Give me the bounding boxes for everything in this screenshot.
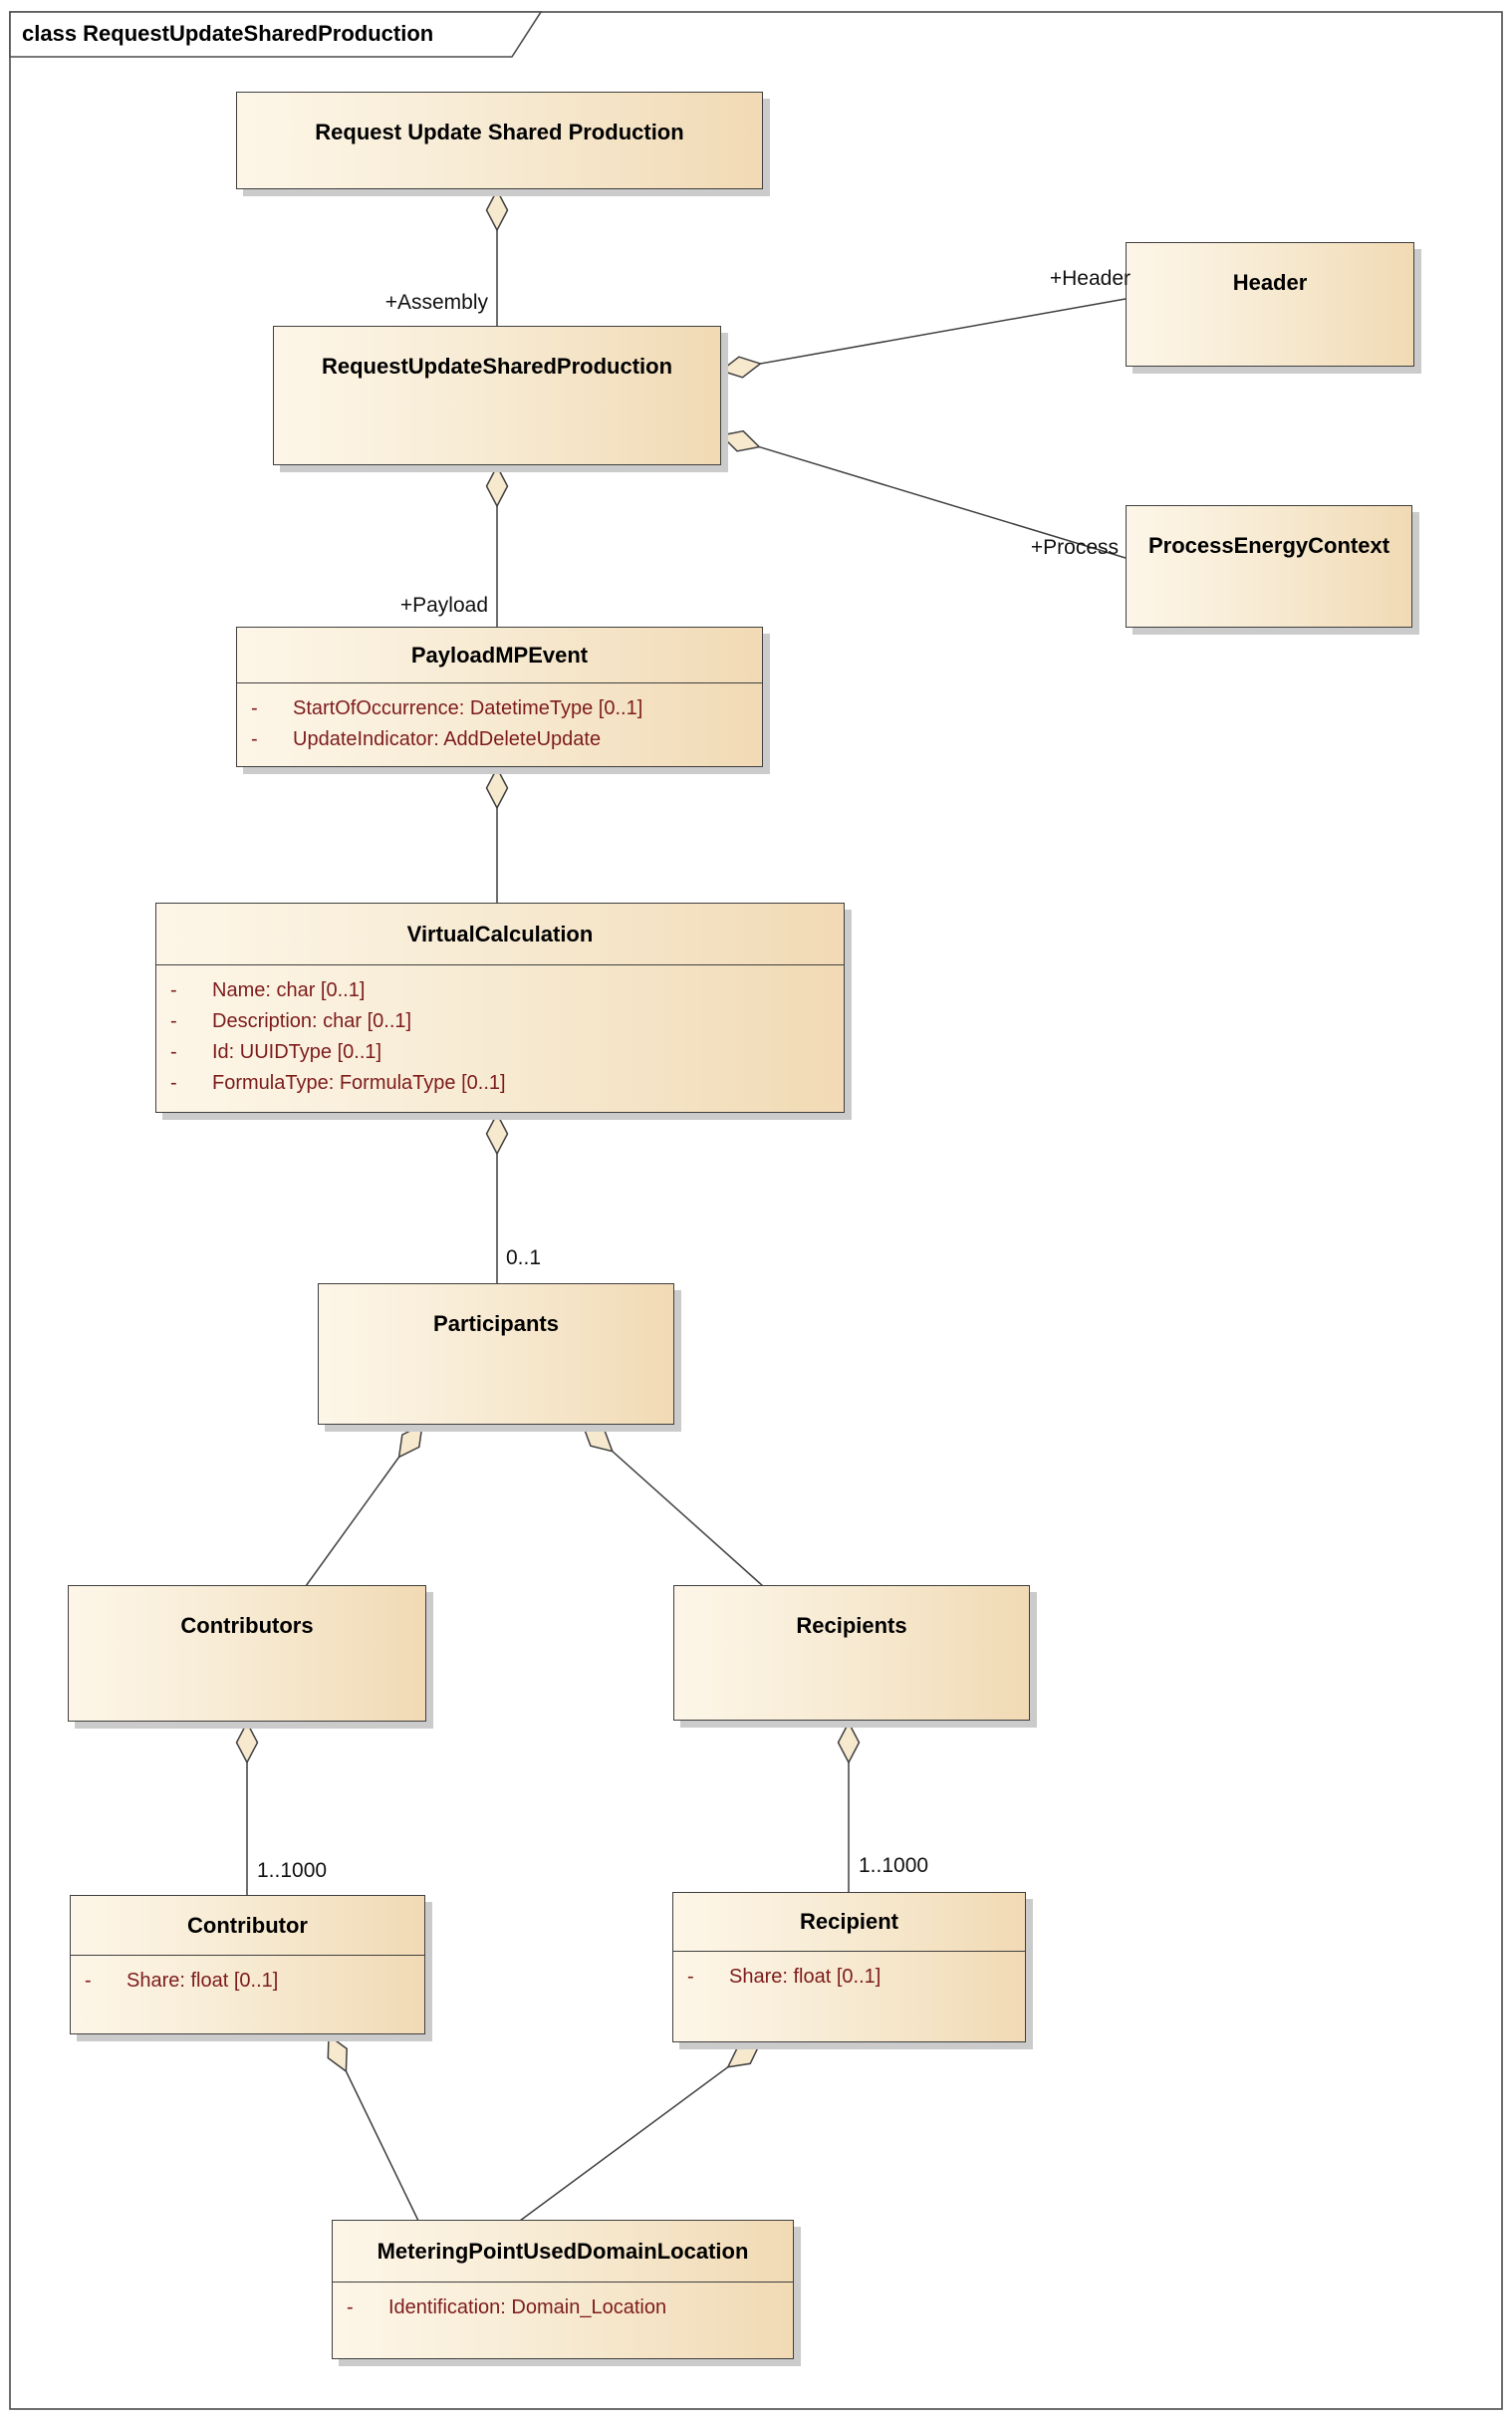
aggregation-diamond-participants-contributors	[399, 1425, 422, 1457]
aggregation-diamond-virtualcalculation-participants	[487, 1114, 508, 1154]
class-contributor	[70, 1895, 425, 2034]
diagram-frame-title: class RequestUpdateSharedProduction	[22, 21, 434, 46]
contributor-multiplicity-label: 1..1000	[257, 1859, 328, 1882]
connector-header	[721, 299, 1126, 378]
class-attribute: - Id: UUIDType [0..1]	[170, 1041, 382, 1063]
aggregation-diamond-contributor-mpoint	[328, 2035, 347, 2071]
class-title: ProcessEnergyContext	[1147, 533, 1390, 558]
connector-participants-recipients	[583, 1425, 763, 1586]
class-title: Request Update Shared Production	[315, 120, 684, 144]
process-role-label: +Process	[1030, 536, 1119, 559]
class-title: Header	[1232, 270, 1308, 295]
aggregation-diamond-process	[721, 431, 759, 451]
connector-recipient-mpoint	[520, 2043, 760, 2221]
recipient-multiplicity-label: 1..1000	[859, 1854, 929, 1877]
aggregation-diamond-recipients-recipient	[839, 1723, 860, 1762]
connector-payload-virtualcalculation	[487, 768, 508, 903]
connector-payload	[487, 466, 508, 627]
class-processenergycontext	[1126, 505, 1412, 628]
aggregation-diamond-recipient-mpoint	[728, 2043, 760, 2067]
class-title: Recipients	[796, 1613, 907, 1638]
class-title: Contributors	[180, 1613, 314, 1638]
class-recipients	[673, 1585, 1030, 1721]
aggregation-diamond-payload-virtualcalculation	[487, 768, 508, 808]
class-title: RequestUpdateSharedProduction	[321, 354, 673, 379]
connector-virtualcalculation-participants	[487, 1114, 508, 1283]
class-participants	[318, 1283, 674, 1425]
connector-recipients-recipient	[839, 1723, 860, 1892]
class-attribute: - Share: float [0..1]	[85, 1970, 279, 1992]
participants-multiplicity-label: 0..1	[506, 1246, 542, 1269]
class-virtualcalculation	[155, 903, 845, 1113]
header-role-label: +Header	[1049, 267, 1131, 290]
class-meteringpointuseddomainlocation	[332, 2220, 794, 2359]
class-requestupdatesharedproduction	[273, 326, 721, 465]
connector-participants-contributors	[306, 1425, 422, 1586]
class-title: MeteringPointUsedDomainLocation	[377, 2238, 749, 2264]
class-attribute: - Identification: Domain_Location	[347, 2296, 667, 2318]
connector-contributors-contributor	[237, 1723, 258, 1895]
aggregation-diamond-contributors-contributor	[237, 1723, 258, 1762]
payload-role-label: +Payload	[399, 594, 488, 617]
class-title: Contributor	[187, 1912, 308, 1938]
aggregation-diamond-payload	[487, 466, 508, 506]
aggregation-diamond-header	[721, 357, 760, 378]
aggregation-diamond-participants-recipients	[583, 1425, 613, 1452]
connector-assembly	[487, 190, 508, 327]
connector-contributor-mpoint	[328, 2035, 418, 2221]
class-attribute: - UpdateIndicator: AddDeleteUpdate	[251, 728, 602, 750]
class-title: Recipient	[799, 1909, 899, 1934]
class-title: Participants	[433, 1311, 559, 1336]
class-attribute: - FormulaType: FormulaType [0..1]	[170, 1072, 506, 1094]
class-header	[1126, 242, 1414, 367]
class-attribute: - Share: float [0..1]	[687, 1966, 882, 1988]
class-attribute: - Description: char [0..1]	[170, 1010, 412, 1032]
class-recipient	[672, 1892, 1026, 2042]
class-title: PayloadMPEvent	[410, 642, 589, 668]
class-payloadmpevent	[236, 627, 763, 767]
aggregation-diamond-assembly	[487, 190, 508, 230]
class-attribute: - StartOfOccurrence: DatetimeType [0..1]	[251, 697, 643, 719]
class-attribute: - Name: char [0..1]	[170, 979, 366, 1001]
assembly-role-label: +Assembly	[384, 291, 488, 314]
class-title: VirtualCalculation	[406, 921, 594, 946]
class-request-update-shared-production	[236, 92, 763, 189]
class-contributors	[68, 1585, 426, 1722]
